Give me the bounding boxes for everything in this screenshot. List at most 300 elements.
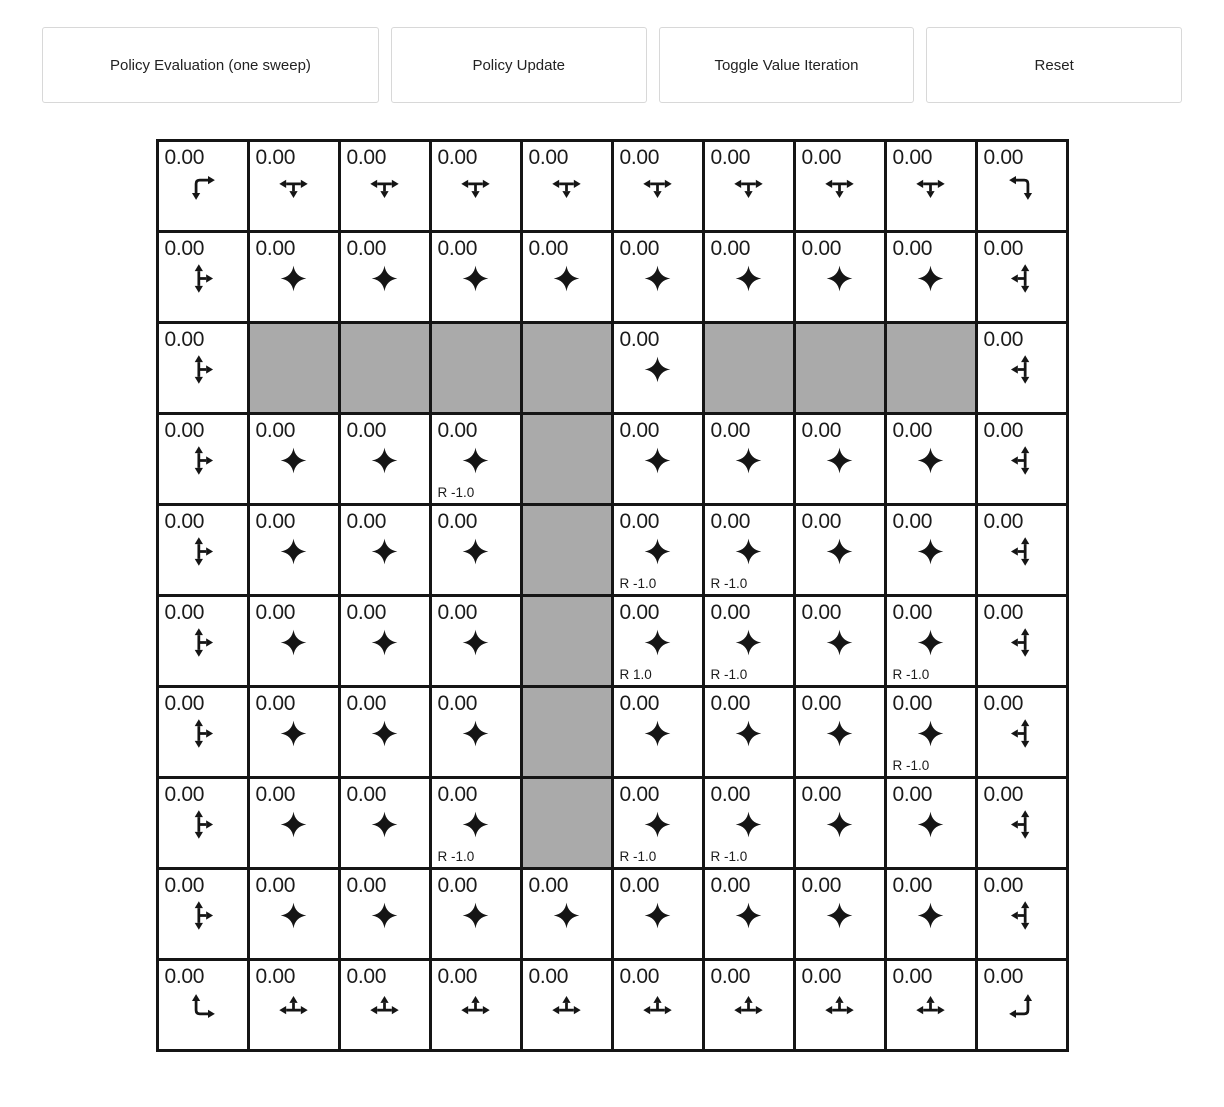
reward-label: R -1.0 [619,849,657,864]
grid-cell[interactable] [705,779,796,867]
state-value: 0.00 [892,237,933,260]
policy-evaluation-button[interactable]: Policy Evaluation (one sweep) [42,27,379,103]
policy-arrow-all-directions-icon [914,808,947,841]
state-value: 0.00 [528,874,569,897]
state-value: 0.00 [164,874,205,897]
grid-row [159,324,1066,415]
policy-arrow-all-directions-icon [368,808,401,841]
grid-cell[interactable] [341,688,432,776]
grid-cell[interactable] [796,961,887,1049]
grid-cell[interactable] [887,415,978,503]
grid-cell[interactable] [432,233,523,321]
policy-arrow-up-down-left-icon [1005,262,1038,295]
reward-label: R 1.0 [619,667,652,682]
grid-cell[interactable] [432,142,523,230]
grid-row [159,142,1066,233]
state-value: 0.00 [710,419,751,442]
state-value: 0.00 [710,692,751,715]
policy-arrow-all-directions-icon [914,444,947,477]
grid-cell[interactable] [159,779,250,867]
grid-wall-cell[interactable] [432,324,523,412]
policy-arrow-all-directions-icon [368,899,401,932]
policy-arrow-all-directions-icon [914,262,947,295]
state-value: 0.00 [983,874,1024,897]
grid-cell[interactable] [978,961,1066,1049]
grid-cell[interactable] [341,415,432,503]
state-value: 0.00 [801,237,842,260]
state-value: 0.00 [255,237,296,260]
policy-arrow-left-right-up-icon [459,990,492,1023]
grid-cell[interactable] [432,688,523,776]
state-value: 0.00 [892,692,933,715]
policy-arrow-all-directions-icon [368,626,401,659]
grid-cell[interactable] [705,870,796,958]
policy-arrow-left-right-down-icon [823,171,856,204]
policy-arrow-up-down-right-icon [186,808,219,841]
state-value: 0.00 [892,965,933,988]
state-value: 0.00 [437,419,478,442]
policy-arrow-all-directions-icon [641,626,674,659]
grid-cell[interactable] [341,233,432,321]
grid-cell[interactable] [341,961,432,1049]
state-value: 0.00 [346,237,387,260]
policy-arrow-left-right-up-icon [641,990,674,1023]
policy-arrow-all-directions-icon [732,535,765,568]
policy-arrow-all-directions-icon [641,444,674,477]
state-value: 0.00 [164,601,205,624]
grid-cell[interactable] [614,688,705,776]
state-value: 0.00 [255,146,296,169]
state-value: 0.00 [437,965,478,988]
reward-label: R -1.0 [892,758,930,773]
state-value: 0.00 [710,965,751,988]
reset-button[interactable]: Reset [926,27,1182,103]
policy-arrow-left-right-up-icon [277,990,310,1023]
state-value: 0.00 [528,237,569,260]
gridworld [156,139,1069,1052]
state-value: 0.00 [892,146,933,169]
state-value: 0.00 [619,601,660,624]
state-value: 0.00 [255,510,296,533]
grid-cell[interactable] [614,870,705,958]
state-value: 0.00 [346,510,387,533]
grid-cell[interactable] [432,506,523,594]
state-value: 0.00 [619,419,660,442]
policy-arrow-all-directions-icon [459,626,492,659]
policy-arrow-all-directions-icon [459,535,492,568]
grid-cell[interactable] [159,870,250,958]
policy-arrow-all-directions-icon [823,535,856,568]
state-value: 0.00 [983,146,1024,169]
policy-arrow-all-directions-icon [823,899,856,932]
policy-arrow-left-down-icon [1005,171,1038,204]
state-value: 0.00 [437,783,478,806]
policy-arrow-all-directions-icon [277,262,310,295]
grid-cell[interactable] [978,597,1066,685]
policy-arrow-all-directions-icon [823,717,856,750]
policy-arrow-left-right-up-icon [914,990,947,1023]
policy-arrow-all-directions-icon [368,262,401,295]
policy-arrow-up-down-right-icon [186,626,219,659]
grid-cell[interactable] [614,597,705,685]
grid-cell[interactable] [159,597,250,685]
state-value: 0.00 [437,237,478,260]
grid-cell[interactable] [978,506,1066,594]
grid-cell[interactable] [614,961,705,1049]
policy-arrow-all-directions-icon [732,717,765,750]
policy-arrow-all-directions-icon [277,535,310,568]
grid-cell[interactable] [796,870,887,958]
policy-arrow-all-directions-icon [459,899,492,932]
grid-cell[interactable] [705,961,796,1049]
grid-cell[interactable] [432,870,523,958]
state-value: 0.00 [983,692,1024,715]
state-value: 0.00 [983,965,1024,988]
reward-label: R -1.0 [710,576,748,591]
policy-arrow-up-down-right-icon [186,353,219,386]
policy-arrow-all-directions-icon [641,535,674,568]
state-value: 0.00 [619,874,660,897]
grid-cell[interactable] [523,142,614,230]
state-value: 0.00 [892,783,933,806]
policy-arrow-up-right-icon [186,990,219,1023]
state-value: 0.00 [801,601,842,624]
state-value: 0.00 [801,874,842,897]
policy-arrow-left-right-up-icon [368,990,401,1023]
policy-arrow-all-directions-icon [823,444,856,477]
grid-cell[interactable] [887,506,978,594]
policy-arrow-left-right-down-icon [368,171,401,204]
grid-cell[interactable] [796,779,887,867]
state-value: 0.00 [164,965,205,988]
grid-wall-cell[interactable] [523,688,614,776]
grid-wall-cell[interactable] [705,324,796,412]
grid-cell[interactable] [159,506,250,594]
policy-arrow-all-directions-icon [277,808,310,841]
grid-row [159,688,1066,779]
state-value: 0.00 [619,328,660,351]
reward-label: R -1.0 [437,849,475,864]
state-value: 0.00 [619,510,660,533]
grid-cell[interactable] [796,597,887,685]
state-value: 0.00 [528,146,569,169]
state-value: 0.00 [164,419,205,442]
reward-label: R -1.0 [437,485,475,500]
state-value: 0.00 [983,237,1024,260]
policy-arrow-all-directions-icon [823,262,856,295]
state-value: 0.00 [619,237,660,260]
state-value: 0.00 [801,419,842,442]
grid-row [159,233,1066,324]
state-value: 0.00 [437,146,478,169]
grid-cell[interactable] [705,142,796,230]
policy-arrow-all-directions-icon [914,535,947,568]
grid-cell[interactable] [250,961,341,1049]
state-value: 0.00 [528,965,569,988]
grid-cell[interactable] [796,506,887,594]
policy-arrow-up-down-right-icon [186,899,219,932]
state-value: 0.00 [346,146,387,169]
policy-arrow-up-down-right-icon [186,535,219,568]
grid-cell[interactable] [523,961,614,1049]
state-value: 0.00 [892,419,933,442]
grid-cell[interactable] [250,142,341,230]
state-value: 0.00 [619,146,660,169]
grid-cell[interactable] [159,142,250,230]
state-value: 0.00 [710,874,751,897]
grid-cell[interactable] [978,415,1066,503]
grid-wall-cell[interactable] [796,324,887,412]
grid-wall-cell[interactable] [523,779,614,867]
grid-cell[interactable] [705,415,796,503]
policy-arrow-all-directions-icon [732,626,765,659]
state-value: 0.00 [255,874,296,897]
grid-cell[interactable] [250,233,341,321]
policy-arrow-all-directions-icon [914,899,947,932]
state-value: 0.00 [255,692,296,715]
policy-arrow-all-directions-icon [368,444,401,477]
grid-cell[interactable] [523,870,614,958]
state-value: 0.00 [346,965,387,988]
state-value: 0.00 [619,783,660,806]
state-value: 0.00 [619,692,660,715]
grid-cell[interactable] [614,233,705,321]
state-value: 0.00 [710,237,751,260]
state-value: 0.00 [255,783,296,806]
state-value: 0.00 [255,965,296,988]
policy-arrow-left-right-down-icon [914,171,947,204]
grid-cell[interactable] [887,870,978,958]
grid-cell[interactable] [341,779,432,867]
policy-arrow-up-down-left-icon [1005,626,1038,659]
grid-cell[interactable] [432,415,523,503]
policy-arrow-up-down-left-icon [1005,535,1038,568]
policy-arrow-left-right-down-icon [459,171,492,204]
grid-cell[interactable] [341,870,432,958]
grid-cell[interactable] [978,324,1066,412]
state-value: 0.00 [801,146,842,169]
grid-cell[interactable] [796,688,887,776]
grid-cell[interactable] [432,961,523,1049]
state-value: 0.00 [983,510,1024,533]
state-value: 0.00 [255,601,296,624]
policy-arrow-up-down-left-icon [1005,353,1038,386]
state-value: 0.00 [801,965,842,988]
policy-arrow-up-down-left-icon [1005,899,1038,932]
grid-cell[interactable] [705,506,796,594]
grid-cell[interactable] [705,597,796,685]
grid-wall-cell[interactable] [250,324,341,412]
grid-cell[interactable] [250,688,341,776]
state-value: 0.00 [710,783,751,806]
policy-arrow-up-down-right-icon [186,444,219,477]
grid-row [159,597,1066,688]
grid-cell[interactable] [705,233,796,321]
grid-cell[interactable] [887,779,978,867]
state-value: 0.00 [983,328,1024,351]
policy-arrow-all-directions-icon [732,262,765,295]
reward-label: R -1.0 [892,667,930,682]
grid-cell[interactable] [250,597,341,685]
reward-label: R -1.0 [619,576,657,591]
policy-arrow-all-directions-icon [641,899,674,932]
grid-cell[interactable] [250,779,341,867]
grid-row [159,961,1066,1049]
state-value: 0.00 [892,510,933,533]
state-value: 0.00 [255,419,296,442]
state-value: 0.00 [983,419,1024,442]
state-value: 0.00 [801,510,842,533]
state-value: 0.00 [164,146,205,169]
policy-arrow-all-directions-icon [732,808,765,841]
grid-cell[interactable] [341,506,432,594]
policy-update-button[interactable]: Policy Update [391,27,647,103]
grid-cell[interactable] [796,142,887,230]
policy-arrow-all-directions-icon [914,717,947,750]
policy-arrow-all-directions-icon [277,717,310,750]
state-value: 0.00 [710,601,751,624]
policy-arrow-all-directions-icon [823,626,856,659]
grid-cell[interactable] [614,779,705,867]
state-value: 0.00 [437,601,478,624]
toolbar [42,27,1182,103]
policy-arrow-left-right-down-icon [641,171,674,204]
grid-row [159,506,1066,597]
policy-arrow-all-directions-icon [459,444,492,477]
grid-cell[interactable] [796,233,887,321]
policy-arrow-left-right-up-icon [550,990,583,1023]
grid-cell[interactable] [978,870,1066,958]
grid-cell[interactable] [978,779,1066,867]
policy-arrow-all-directions-icon [641,808,674,841]
state-value: 0.00 [346,783,387,806]
policy-arrow-all-directions-icon [732,899,765,932]
state-value: 0.00 [710,510,751,533]
policy-arrow-all-directions-icon [732,444,765,477]
policy-arrow-all-directions-icon [823,808,856,841]
grid-cell[interactable] [250,870,341,958]
policy-arrow-left-right-up-icon [732,990,765,1023]
policy-arrow-right-down-icon [186,171,219,204]
policy-arrow-all-directions-icon [550,899,583,932]
grid-cell[interactable] [978,142,1066,230]
state-value: 0.00 [346,874,387,897]
grid-cell[interactable] [978,688,1066,776]
policy-arrow-left-right-down-icon [277,171,310,204]
grid-row [159,415,1066,506]
state-value: 0.00 [892,874,933,897]
state-value: 0.00 [437,692,478,715]
grid-wall-cell[interactable] [341,324,432,412]
policy-arrow-all-directions-icon [277,899,310,932]
grid-cell[interactable] [432,597,523,685]
grid-wall-cell[interactable] [887,324,978,412]
state-value: 0.00 [346,692,387,715]
state-value: 0.00 [346,601,387,624]
state-value: 0.00 [437,874,478,897]
grid-wall-cell[interactable] [523,324,614,412]
grid-cell[interactable] [250,415,341,503]
grid-cell[interactable] [887,142,978,230]
state-value: 0.00 [801,692,842,715]
state-value: 0.00 [710,146,751,169]
grid-cell[interactable] [341,597,432,685]
state-value: 0.00 [164,510,205,533]
grid-wall-cell[interactable] [523,597,614,685]
policy-arrow-up-down-left-icon [1005,808,1038,841]
policy-arrow-all-directions-icon [459,808,492,841]
grid-cell[interactable] [705,688,796,776]
grid-cell[interactable] [887,233,978,321]
grid-wall-cell[interactable] [523,415,614,503]
state-value: 0.00 [164,237,205,260]
state-value: 0.00 [164,692,205,715]
grid-cell[interactable] [614,506,705,594]
policy-arrow-all-directions-icon [459,262,492,295]
grid-cell[interactable] [523,233,614,321]
grid-cell[interactable] [432,779,523,867]
grid-cell[interactable] [614,142,705,230]
reward-label: R -1.0 [710,849,748,864]
state-value: 0.00 [619,965,660,988]
grid-row [159,870,1066,961]
policy-arrow-all-directions-icon [277,626,310,659]
reward-label: R -1.0 [710,667,748,682]
policy-arrow-all-directions-icon [914,626,947,659]
state-value: 0.00 [346,419,387,442]
policy-arrow-all-directions-icon [459,717,492,750]
toggle-value-iteration-button[interactable]: Toggle Value Iteration [659,27,915,103]
grid-cell[interactable] [796,415,887,503]
policy-arrow-left-right-down-icon [732,171,765,204]
grid-cell[interactable] [250,506,341,594]
grid-cell[interactable] [978,233,1066,321]
grid-cell[interactable] [159,324,250,412]
state-value: 0.00 [164,328,205,351]
policy-arrow-up-left-icon [1005,990,1038,1023]
policy-arrow-all-directions-icon [641,262,674,295]
state-value: 0.00 [164,783,205,806]
grid-cell[interactable] [159,415,250,503]
state-value: 0.00 [437,510,478,533]
grid-row [159,779,1066,870]
policy-arrow-all-directions-icon [368,717,401,750]
grid-cell[interactable] [159,688,250,776]
policy-arrow-up-down-left-icon [1005,717,1038,750]
policy-arrow-all-directions-icon [641,717,674,750]
state-value: 0.00 [983,601,1024,624]
policy-arrow-up-down-right-icon [186,717,219,750]
policy-arrow-left-right-up-icon [823,990,856,1023]
grid-cell[interactable] [159,233,250,321]
policy-arrow-left-right-down-icon [550,171,583,204]
grid-cell[interactable] [614,324,705,412]
state-value: 0.00 [892,601,933,624]
grid-cell[interactable] [887,688,978,776]
state-value: 0.00 [801,783,842,806]
policy-arrow-up-down-left-icon [1005,444,1038,477]
grid-cell[interactable] [887,597,978,685]
grid-cell[interactable] [887,961,978,1049]
grid-cell[interactable] [614,415,705,503]
policy-arrow-all-directions-icon [550,262,583,295]
grid-wall-cell[interactable] [523,506,614,594]
state-value: 0.00 [983,783,1024,806]
grid-cell[interactable] [159,961,250,1049]
policy-arrow-all-directions-icon [277,444,310,477]
grid-cell[interactable] [341,142,432,230]
policy-arrow-up-down-right-icon [186,262,219,295]
